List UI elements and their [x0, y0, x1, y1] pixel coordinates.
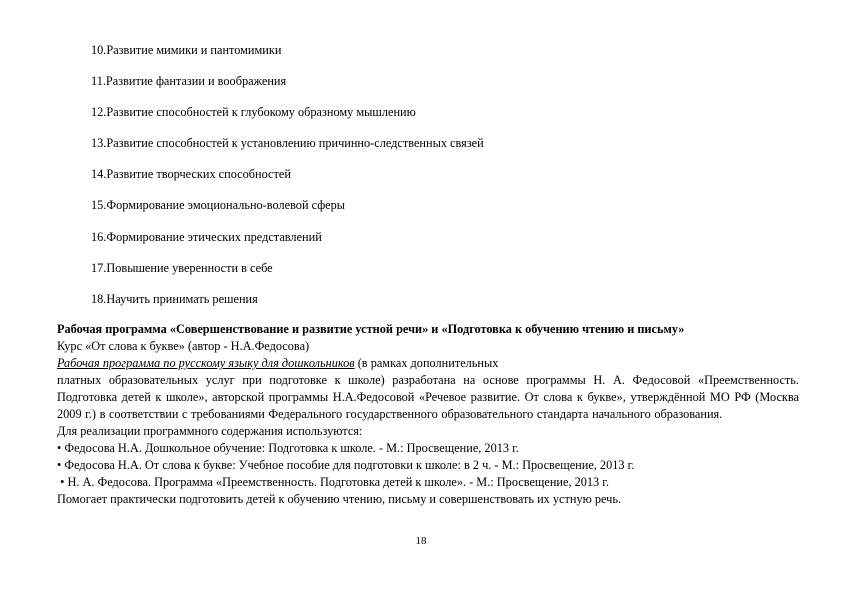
program-heading: Рабочая программа «Совершенствование и развитие устной речи» и «Подготовка к обучению чтению и письму» [57, 322, 685, 336]
list-item: 16.Формирование этических представлений [91, 229, 322, 244]
page-number: 18 [415, 535, 427, 547]
source-item: • Федосова Н.А. От слова к букве: Учебное пособие для подготовки к школе: в 2 ч. - М.: Просвещение, 2013 г. [57, 458, 635, 472]
list-item: 15.Формирование эмоционально-волевой сферы [91, 198, 346, 213]
program-title-line [57, 355, 799, 372]
list-item: 11.Развитие фантазии и воображения [91, 74, 287, 89]
program-description [57, 321, 799, 508]
program-title-italic: Рабочая программа по русскому языку для дошкольников [57, 356, 355, 370]
content-intro: Для реализации программного содержания используются: [57, 424, 363, 438]
list-item: 18.Научить принимать решения [91, 291, 258, 306]
program-title-rest: (в рамках дополнительных [354, 356, 499, 370]
development-goals-list [91, 43, 484, 323]
list-item: 13.Развитие способностей к установлению причинно-следственных связей [91, 136, 484, 151]
closing-line: Помогает практически подготовить детей к обучению чтению, письму и совершенствовать их устную речь. [57, 492, 622, 506]
course-line: Курс «От слова к букве» (автор - Н.А.Федосова) [57, 339, 310, 353]
list-item: 17.Повышение уверенности в себе [91, 260, 273, 275]
source-item: • Н. А. Федосова. Программа «Преемственность. Подготовка детей к школе». - М.: Просвещение, 2013 г. [57, 475, 610, 489]
list-item: 12.Развитие способностей к глубокому образному мышлению [91, 105, 416, 120]
program-paragraph-text: платных образовательных услуг при подготовке к школе) разработана на основе программы Н. А. Федосовой «Преемственность. Подготовка детей к школе», авторской программы Н.А.Федосовой «Речевое развитие. От слова к букве», утверждённой МО РФ (Москва 2009 г.) в соответствии с требованиями Федерального государственного образовательного стандарта начального образования. [57, 373, 799, 421]
list-item: 10.Развитие мимики и пантомимики [91, 43, 282, 57]
source-item: • Федосова Н.А. Дошкольное обучение: Подготовка к школе. - М.: Просвещение, 2013 г. [57, 441, 519, 455]
list-item: 14.Развитие творческих способностей [91, 167, 291, 182]
program-paragraph [57, 372, 799, 423]
